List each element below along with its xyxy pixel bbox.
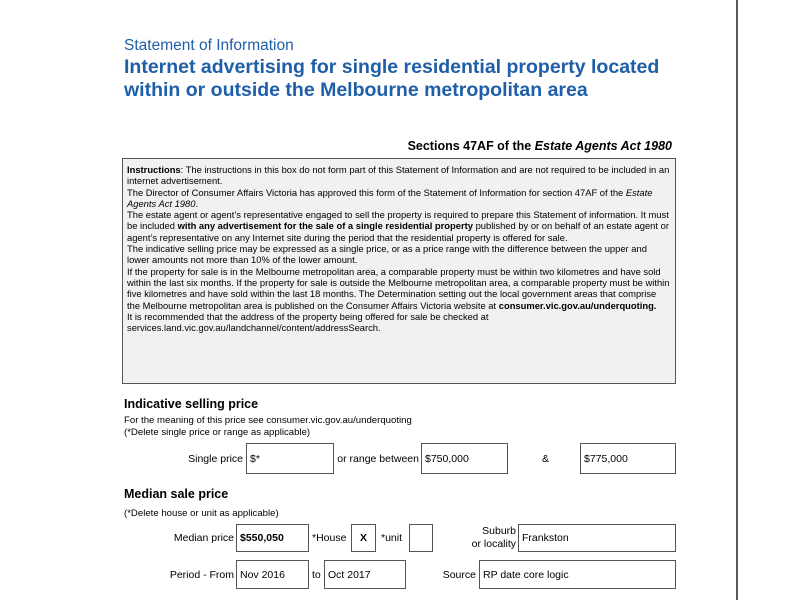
indicative-heading: Indicative selling price: [124, 397, 259, 411]
period-to-label: to: [312, 569, 321, 581]
instructions-text-1: : The instructions in this box do not form part of this Statement of Information and are not required to be included in an internet advertisement.: [127, 164, 670, 187]
act-reference: [400, 139, 672, 153]
median-heading: Median sale price: [124, 487, 229, 501]
page-edge-divider: [736, 0, 738, 600]
source-field[interactable]: RP date core logic: [479, 560, 676, 589]
instructions-label: Instructions: [127, 164, 181, 175]
median-price-field[interactable]: $550,050: [236, 524, 309, 552]
instructions-text-3-bold: with any advertisement for the sale of a single residential property: [177, 220, 473, 232]
instructions-para-5: [127, 266, 671, 311]
single-price-field[interactable]: $*: [246, 443, 334, 474]
instructions-para-1: [127, 164, 671, 187]
instructions-box: [122, 158, 676, 384]
instructions-text-3a: The estate agent or agent’s representative engaged to sell the property is required to prepare this Statement of information. It must be included: [127, 209, 669, 232]
instructions-para-4: The indicative selling price may be expressed as a single price, or as a price range with the difference between the upper and lower amounts not more than 10% of the lower amount.: [127, 243, 647, 266]
act-reference-name: Estate Agents Act 1980: [534, 139, 672, 153]
indicative-note-2: (*Delete single price or range as applicable): [124, 427, 311, 438]
form-title: Internet advertising for single residential property located within or outside the Melbourne metropolitan area: [124, 56, 660, 101]
source-label: Source: [442, 569, 476, 581]
instructions-para-3: [127, 209, 671, 243]
range-label: or range between: [337, 453, 419, 465]
range-ampersand: &: [542, 453, 550, 465]
period-from-label: Period - From: [169, 569, 234, 581]
range-high-field[interactable]: $775,000: [580, 443, 676, 474]
indicative-note-1: For the meaning of this price see consumer.vic.gov.au/underquoting: [124, 415, 412, 426]
suburb-label-line-2: or locality: [471, 538, 516, 550]
period-from-field[interactable]: Nov 2016: [236, 560, 309, 589]
range-low-field[interactable]: $750,000: [421, 443, 508, 474]
suburb-field[interactable]: Frankston: [518, 524, 676, 552]
unit-label: *unit: [381, 532, 403, 544]
unit-checkbox[interactable]: [409, 524, 433, 552]
instructions-act-name: Estate Agents Act 1980: [127, 186, 653, 209]
median-price-label: Median price: [173, 532, 234, 544]
instructions-text-2: The Director of Consumer Affairs Victoria has approved this form of the Statement of Information for section 47AF of the: [127, 186, 626, 198]
instructions-para-2: [127, 187, 671, 210]
instructions-website: consumer.vic.gov.au/underquoting.: [498, 299, 657, 311]
single-price-label: Single price: [188, 453, 243, 465]
period-to-field[interactable]: Oct 2017: [324, 560, 406, 589]
instructions-text-2-end: .: [195, 197, 199, 209]
house-label: *House: [312, 532, 347, 544]
house-checkbox[interactable]: X: [351, 524, 376, 552]
form-kicker: Statement of Information: [124, 37, 294, 54]
suburb-label-line-1: Suburb: [482, 525, 516, 537]
act-reference-prefix: Sections 47AF of the: [407, 139, 535, 153]
instructions-text-3b: published by or on behalf of an estate agent or agent’s representative on any Internet site during the period that the residential property is offered for sale.: [127, 220, 669, 243]
instructions-para-6: It is recommended that the address of the property being offered for sale be checked at services.land.vic.gov.au/landchannel/content/addressSearch.: [127, 310, 489, 334]
median-note: (*Delete house or unit as applicable): [124, 508, 279, 519]
instructions-text-5: If the property for sale is in the Melbourne metropolitan area, a comparable property must be within two kilometres and have sold within the last six months. If the property for sale is outside the Melbourne metropolitan area, a comparable property must be within five kilometres and have sold within the last 18 months. The Determination setting out the local government areas that comprise the Melbourne metropolitan area is published on the Consumer Affairs Victoria website at: [127, 265, 670, 311]
